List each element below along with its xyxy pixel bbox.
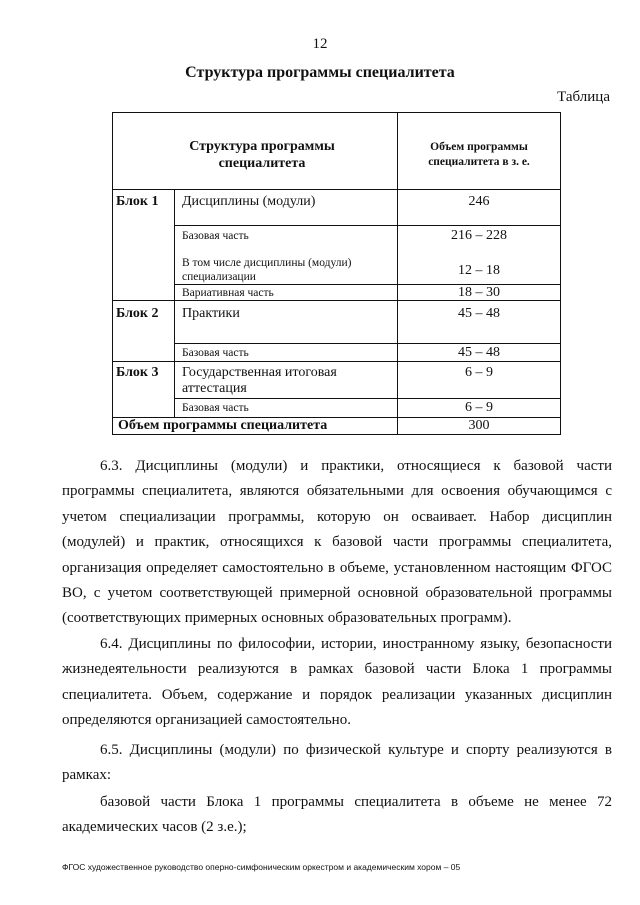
paragraph-6-5: 6.5. Дисциплины (модули) по физической культуре и спорту реализуются в рамках: — [62, 742, 612, 784]
header-structure-line1: Структура программы — [189, 139, 335, 154]
block3-title-value: 6 – 9 — [465, 365, 493, 380]
block-divider — [112, 361, 560, 362]
row-divider — [174, 225, 560, 226]
row-divider — [174, 398, 560, 399]
block1-specialization-line1: В том числе дисциплины (модули) — [182, 257, 352, 269]
block2-base: Базовая часть — [182, 347, 249, 359]
block3-title-line2: аттестация — [182, 381, 247, 396]
block1-specialization — [182, 256, 351, 284]
table-border-bottom — [112, 434, 560, 435]
block1-title-value: 246 — [468, 194, 490, 209]
block1-specialization-value: 12 – 18 — [458, 263, 500, 278]
header-volume — [402, 140, 556, 170]
block1-variative: Вариативная часть — [182, 287, 274, 299]
block1-base-value: 216 – 228 — [451, 228, 507, 243]
total-value: 300 — [468, 418, 490, 433]
paragraph-6-3: 6.3. Дисциплины (модули) и практики, относящиеся к базовой части программы специалитета, являются обязательными для освоения обучающимся с учетом специализации программы, которую он осваивает. Набор дисциплин (модулей) и практик, относящихся к базовой части программы специалитета, организация определяет самостоятельно в объеме, установленном настоящим ФГОС ВО, с учетом соответствующей примерной основной образовательной программы (соответствующих примерных основных образовательных программ). — [62, 458, 612, 627]
header-volume-line2: специалитета в з. е. — [428, 156, 530, 168]
block1-specialization-line2: специализации — [182, 271, 256, 283]
paragraph-6-4: 6.4. Дисциплины по философии, истории, иностранному языку, безопасности жизнедеятельности реализуются в рамках базовой части Блока 1 программы специалитета. Объем, содержание и порядок реализации указанных дисциплин определяются организацией самостоятельно. — [62, 636, 612, 729]
header-volume-line1: Объем программы — [430, 141, 528, 153]
program-structure-table — [112, 112, 560, 434]
block3-title — [182, 365, 337, 397]
block3-title-line1: Государственная итоговая — [182, 365, 337, 380]
row-divider — [174, 343, 560, 344]
table-label: Таблица — [557, 89, 610, 105]
block2-label: Блок 2 — [116, 306, 159, 321]
block3-base: Базовая часть — [182, 402, 249, 414]
block2-title: Практики — [182, 306, 240, 321]
page-number: 12 — [312, 36, 328, 52]
block3-label: Блок 3 — [116, 365, 159, 380]
paragraph-6-5-item: базовой части Блока 1 программы специалитета в объеме не менее 72 академических часов (2 з.е.); — [62, 794, 612, 836]
column-divider-left — [174, 189, 175, 417]
header-structure-line2: специалитета — [218, 156, 306, 171]
table-border-right — [560, 112, 561, 435]
block2-title-value: 45 – 48 — [458, 306, 500, 321]
table-border-top — [112, 112, 560, 113]
block1-label: Блок 1 — [116, 194, 159, 209]
block3-base-value: 6 – 9 — [465, 400, 493, 415]
header-structure — [162, 138, 362, 172]
header-divider — [112, 189, 560, 190]
block1-base: Базовая часть — [182, 230, 249, 242]
page-footer: ФГОС художественное руководство оперно-симфоническим оркестром и академическим хором – 05 — [62, 862, 461, 872]
block1-variative-value: 18 – 30 — [458, 285, 500, 300]
table-border-left — [112, 112, 113, 434]
block1-title: Дисциплины (модули) — [182, 194, 316, 209]
block2-base-value: 45 – 48 — [458, 345, 500, 360]
page-title: Структура программы специалитета — [185, 64, 455, 81]
total-label: Объем программы специалитета — [118, 418, 328, 433]
